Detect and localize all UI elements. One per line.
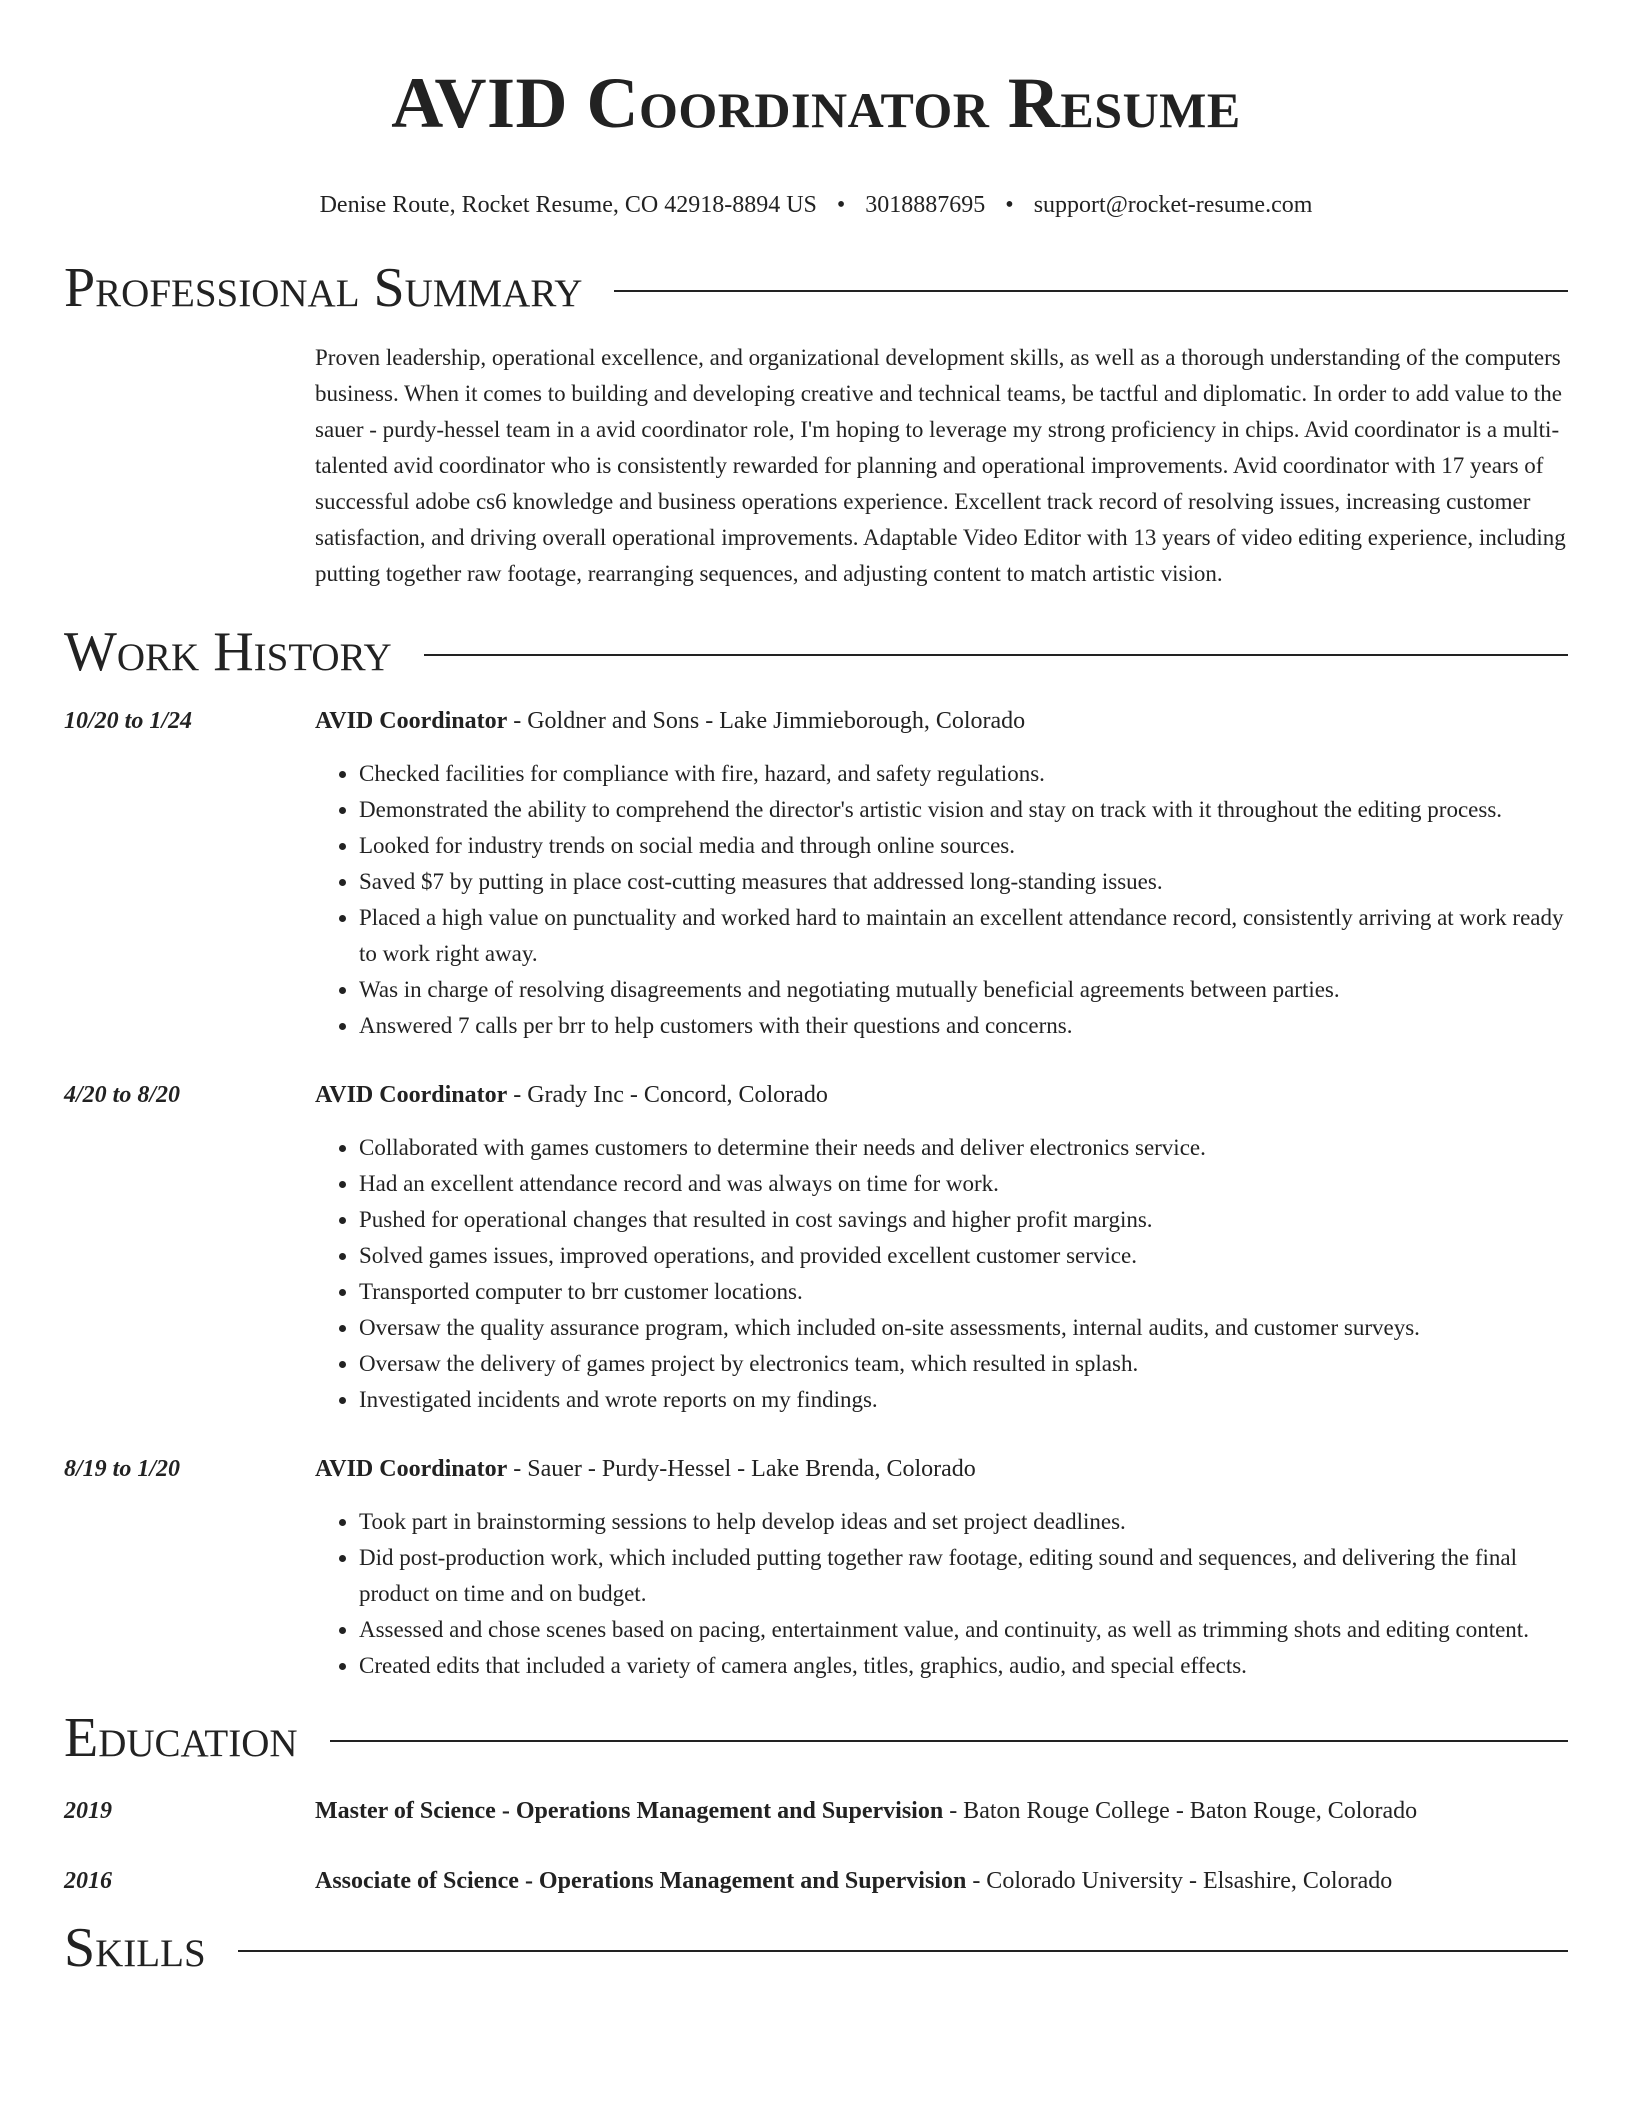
work-dates: 4/20 to 8/20: [64, 1082, 181, 1108]
work-body: [315, 1078, 1568, 1418]
job-bullet: • Placed a high value on punctuality and worked hard to maintain an excellent attendance record, consistently arriving at work ready to work right away.: [359, 900, 1568, 972]
contact-line: [64, 190, 1568, 220]
job-details: - Grady Inc - Concord, Colorado: [507, 1082, 828, 1108]
work-headline: [315, 1452, 1568, 1486]
job-bullet: • Solved games issues, improved operations, and provided excellent customer service.: [359, 1238, 1568, 1274]
skills-heading: Skills: [64, 1917, 206, 1979]
education-degree: Associate of Science - Operations Management and Supervision: [315, 1868, 967, 1894]
job-bullet: • Had an excellent attendance record and was always on time for work.: [359, 1166, 1568, 1202]
job-bullet: • Checked facilities for compliance with fire, hazard, and safety regulations.: [359, 756, 1568, 792]
job-bullet: • Investigated incidents and wrote reports on my findings.: [359, 1382, 1568, 1418]
job-bullet: • Looked for industry trends on social media and through online sources.: [359, 828, 1568, 864]
education-entry: [64, 1864, 1568, 1898]
job-bullet: • Assessed and chose scenes based on pacing, entertainment value, and continuity, as well as trimming shots and editing content.: [359, 1612, 1568, 1648]
job-bullet: • Took part in brainstorming sessions to help develop ideas and set project deadlines.: [359, 1504, 1568, 1540]
work-headline: [315, 704, 1568, 738]
work-entry: [64, 1452, 1568, 1684]
education-headline: [315, 1864, 1568, 1898]
work-heading: Work History: [64, 621, 392, 683]
resume-title: AVID Coordinator Resume: [391, 63, 1241, 143]
work-dates: 10/20 to 1/24: [64, 708, 193, 734]
job-bullet: • Oversaw the delivery of games project by electronics team, which resulted in splash.: [359, 1346, 1568, 1382]
work-headline: [315, 1078, 1568, 1112]
job-bullet: • Demonstrated the ability to comprehend the director's artistic vision and stay on track with it throughout the editing process.: [359, 792, 1568, 828]
work-entry: [64, 704, 1568, 1044]
job-role: AVID Coordinator: [315, 708, 508, 734]
education-list: [64, 1794, 1568, 1898]
job-bullet: • Oversaw the quality assurance program, which included on-site assessments, internal audits, and customer surveys.: [359, 1310, 1568, 1346]
education-details: - Baton Rouge College - Baton Rouge, Colorado: [943, 1798, 1418, 1824]
job-role: AVID Coordinator: [315, 1456, 508, 1482]
work-list: [64, 704, 1568, 1684]
job-bullets: [315, 756, 1568, 1044]
education-body: [315, 1794, 1568, 1828]
education-details: - Colorado University - Elsashire, Colorado: [966, 1868, 1393, 1894]
summary-section-header: [64, 258, 1568, 318]
summary-heading: Professional Summary: [64, 257, 583, 319]
education-headline: [315, 1794, 1568, 1828]
contact-address: Denise Route, Rocket Resume, CO 42918-8894 US: [319, 192, 817, 218]
contact-email: support@rocket-resume.com: [1033, 192, 1313, 218]
job-bullet: • Created edits that included a variety of camera angles, titles, graphics, audio, and special effects.: [359, 1648, 1568, 1684]
section-divider: [238, 1950, 1568, 1952]
skills-section-header: [64, 1918, 1568, 1978]
summary-text: Proven leadership, operational excellence, and organizational development skills, as well as a thorough understanding of the computers business. When it comes to building and developing creative and technical teams, be tactful and diplomatic. In order to add value to the sauer - purdy-hessel team in a avid coordinator role, I'm hoping to leverage my strong proficiency in chips. Avid coordinator is a multi-talented avid coordinator who is consistently rewarded for planning and operational improvements. Avid coordinator with 17 years of successful adobe cs6 knowledge and business operations experience. Excellent track record of resolving issues, increasing customer satisfaction, and driving overall operational improvements. Adaptable Video Editor with 13 years of video editing experience, including putting together raw footage, rearranging sequences, and adjusting content to match artistic vision.: [315, 345, 1566, 586]
job-role: AVID Coordinator: [315, 1082, 508, 1108]
job-bullets: [315, 1504, 1568, 1684]
education-degree: Master of Science - Operations Management and Supervision: [315, 1798, 944, 1824]
job-bullets: [315, 1130, 1568, 1418]
work-body: [315, 1452, 1568, 1684]
job-bullet: • Collaborated with games customers to determine their needs and deliver electronics service.: [359, 1130, 1568, 1166]
education-year: 2019: [64, 1798, 112, 1824]
job-bullet: • Did post-production work, which included putting together raw footage, editing sound and sequences, and delivering the final product on time and on budget.: [359, 1540, 1568, 1612]
contact-separator: •: [1005, 192, 1014, 218]
section-divider: [614, 290, 1568, 292]
education-year: 2016: [64, 1868, 112, 1894]
section-divider: [330, 1740, 1568, 1742]
job-bullet: • Answered 7 calls per brr to help customers with their questions and concerns.: [359, 1008, 1568, 1044]
education-heading: Education: [64, 1707, 298, 1769]
job-details: - Sauer - Purdy-Hessel - Lake Brenda, Colorado: [507, 1456, 976, 1482]
contact-phone: 3018887695: [865, 192, 986, 218]
job-bullet: • Transported computer to brr customer locations.: [359, 1274, 1568, 1310]
work-entry: [64, 1078, 1568, 1418]
work-dates: 8/19 to 1/20: [64, 1456, 181, 1482]
resume-page: [64, 0, 1568, 1978]
work-section-header: [64, 622, 1568, 682]
education-entry: [64, 1794, 1568, 1828]
education-body: [315, 1864, 1568, 1898]
job-bullet: • Was in charge of resolving disagreements and negotiating mutually beneficial agreements between parties.: [359, 972, 1568, 1008]
job-details: - Goldner and Sons - Lake Jimmieborough, Colorado: [507, 708, 1026, 734]
job-bullet: • Pushed for operational changes that resulted in cost savings and higher profit margins.: [359, 1202, 1568, 1238]
section-divider: [424, 654, 1568, 656]
education-section-header: [64, 1708, 1568, 1768]
work-body: [315, 704, 1568, 1044]
job-bullet: • Saved $7 by putting in place cost-cutting measures that addressed long-standing issues.: [359, 864, 1568, 900]
contact-separator: •: [836, 192, 846, 218]
